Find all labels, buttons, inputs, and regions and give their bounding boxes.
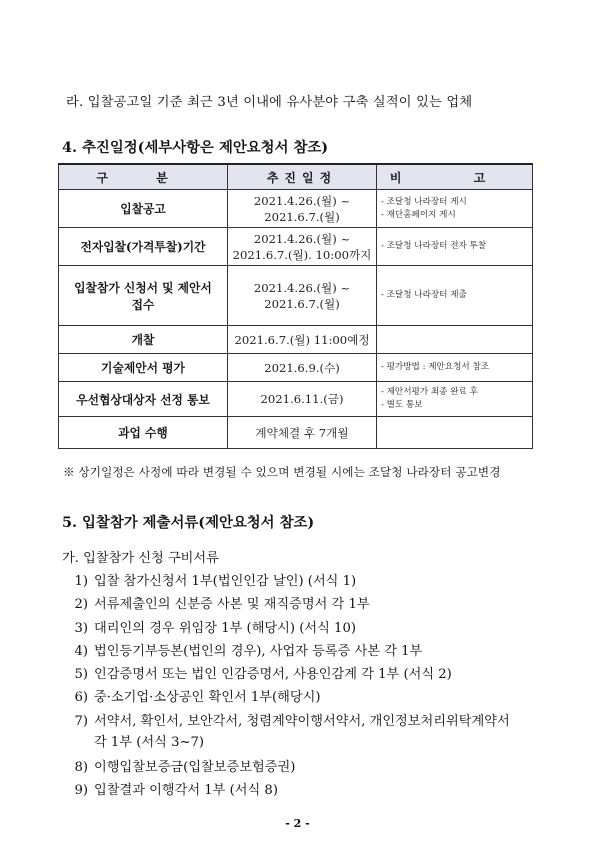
- name-line: 접수: [131, 297, 155, 312]
- table-row: [59, 417, 533, 449]
- remark-line: - 제안서평가 최종 완료 후: [381, 387, 478, 397]
- section-5-heading: 5. 입찰참가 제출서류(제안요청서 참조): [62, 514, 315, 531]
- row-name: 기술제안서 평가: [59, 354, 228, 382]
- table-row: [59, 382, 533, 417]
- date-line: 2021.6.7.(월). 10:00까지: [232, 247, 372, 262]
- date-line: 계약체결 후 7개월: [255, 425, 349, 440]
- item-number: 9): [74, 783, 88, 798]
- date-line: 2021.6.9.(수): [264, 360, 340, 375]
- row-remark: [377, 190, 533, 228]
- row-name: 전자입찰(가격투찰)기간: [59, 228, 228, 266]
- table-row: [59, 326, 533, 354]
- row-remark: [377, 417, 533, 449]
- row-remark: [377, 354, 533, 382]
- item-number: 8): [74, 760, 88, 775]
- row-remark: [377, 266, 533, 326]
- item-number: 6): [74, 690, 88, 705]
- row-date: [228, 266, 377, 326]
- item-text: 인감증명서 또는 법인 인감증명서, 사용인감계 각 1부 (서식 2): [94, 667, 452, 682]
- row-date: [228, 190, 377, 228]
- item-text: 이행입찰보증금(입찰보증보험증권): [94, 760, 296, 775]
- row-date: [228, 326, 377, 354]
- list-item: [66, 570, 356, 589]
- row-remark: [377, 228, 533, 266]
- list-item: [66, 779, 278, 798]
- row-name: 입찰공고: [59, 190, 228, 228]
- item-number: 1): [74, 574, 88, 589]
- row-date: [228, 228, 377, 266]
- list-item: [66, 617, 356, 636]
- table-row: [59, 266, 533, 326]
- remark-line: - 조달청 나라장터 제출: [381, 290, 467, 300]
- section-4-heading: 4. 추진일정(세부사항은 제안요청서 참조): [62, 139, 329, 156]
- list-item: [66, 686, 321, 705]
- date-line: 2021.6.11.(금): [260, 392, 344, 406]
- date-line: 2021.4.26.(월) ~: [253, 280, 351, 295]
- item-number: 5): [74, 667, 88, 682]
- remark-line: - 조달청 나라장터 전자 투찰: [381, 241, 487, 251]
- subsection-ga: 가. 입찰참가 신청 구비서류: [62, 551, 219, 566]
- row-name: 우선협상대상자 선정 통보: [59, 382, 228, 417]
- item-text: 법인등기부등본(법인의 경우), 사업자 등록증 사본 각 1부: [94, 644, 423, 659]
- item-number: 4): [74, 644, 88, 659]
- row-date: [228, 354, 377, 382]
- header-schedule: 추진일정: [228, 164, 377, 190]
- row-date: [228, 382, 377, 417]
- list-item: [66, 640, 422, 659]
- name-line: 입찰참가 신청서 및 제안서: [74, 280, 212, 295]
- table-row: [59, 354, 533, 382]
- list-item: [66, 593, 370, 612]
- page-number: - 2 -: [285, 817, 310, 830]
- remark-line: - 조달청 나라장터 게시: [381, 196, 467, 207]
- list-item-continuation: 각 1부 (서식 3~7): [94, 735, 205, 750]
- schedule-note: ※ 상기일정은 사정에 따라 변경될 수 있으며 변경될 시에는 조달청 나라장터 공고변경: [63, 465, 501, 479]
- item-text: 입찰 참가신청서 1부(법인인감 날인) (서식 1): [94, 574, 357, 589]
- item-number: 2): [74, 597, 88, 612]
- paragraph-ra: 라. 입찰공고일 기준 최근 3년 이내에 유사분야 구축 실적이 있는 업체: [66, 95, 473, 110]
- date-line: 2021.4.26.(월) ~: [253, 193, 351, 208]
- row-name: 과업 수행: [59, 417, 228, 449]
- remark-line: - 별도 통보: [381, 400, 423, 410]
- item-text: 중·소기업·소상공인 확인서 1부(해당시): [94, 690, 321, 705]
- date-line: 2021.6.7.(월): [264, 296, 340, 311]
- schedule-table: [58, 163, 533, 449]
- item-text: 서약서, 확인서, 보안각서, 청렴계약이행서약서, 개인정보처리위탁계약서: [94, 714, 510, 729]
- item-text: 대리인의 경우 위임장 1부 (해당시) (서식 10): [94, 621, 356, 636]
- table-row: [59, 190, 533, 228]
- row-name: 개찰: [59, 326, 228, 354]
- row-date: [228, 417, 377, 449]
- remark-line: - 평가방법 : 제안요청서 참조: [381, 362, 490, 372]
- header-category: 구 분: [59, 164, 228, 190]
- list-item: [66, 710, 510, 729]
- date-line: 2021.6.7.(월) 11:00예정: [234, 332, 370, 347]
- row-remark: [377, 382, 533, 417]
- item-number: 7): [74, 714, 88, 729]
- list-item: [66, 756, 295, 775]
- list-item: [66, 663, 452, 682]
- item-text: 서류제출인의 신분증 사본 및 재직증명서 각 1부: [94, 597, 370, 612]
- remark-line: - 재단홈페이지 게시: [381, 209, 456, 220]
- header-remarks: 비 고: [377, 164, 533, 190]
- table-row: [59, 228, 533, 266]
- row-name: [59, 266, 228, 326]
- item-number: 3): [74, 621, 88, 636]
- item-text: 입찰결과 이행각서 1부 (서식 8): [94, 783, 278, 798]
- date-line: 2021.4.26.(월) ~: [253, 231, 351, 246]
- row-remark: [377, 326, 533, 354]
- date-line: 2021.6.7.(월): [264, 209, 340, 224]
